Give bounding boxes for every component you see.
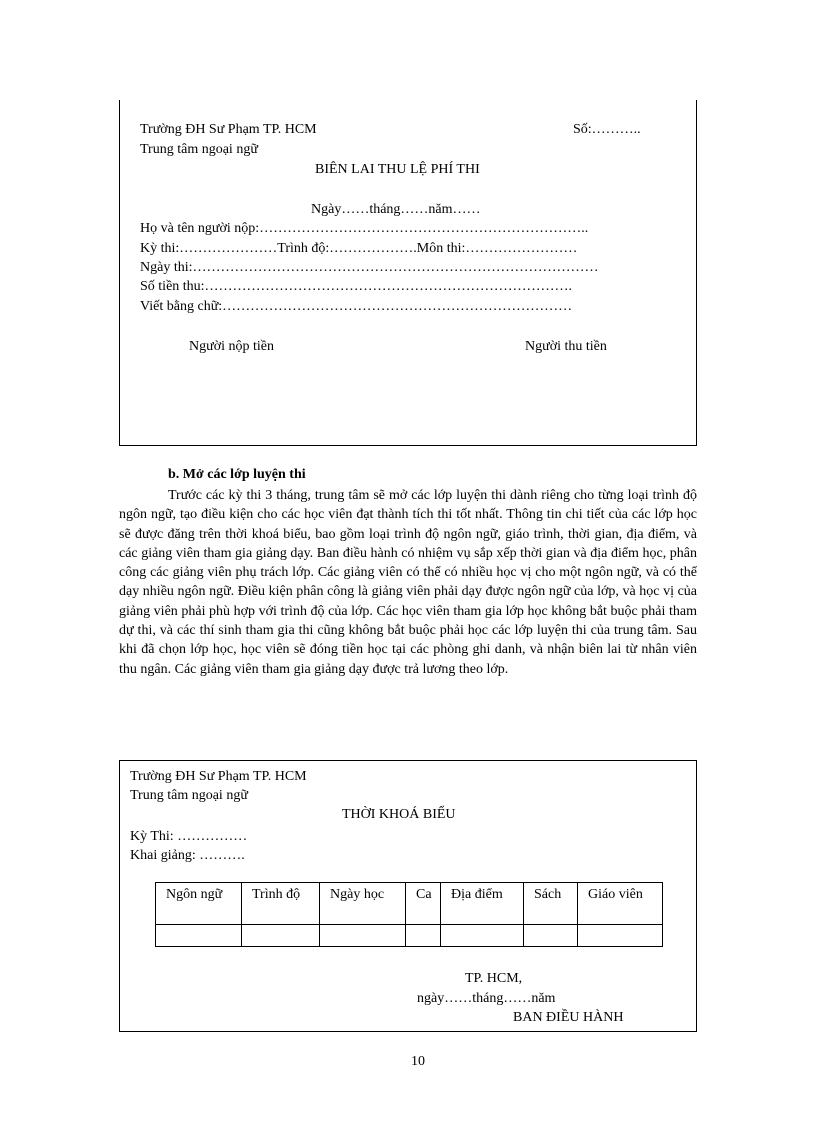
timetable-date-line: ngày……tháng……năm [417,991,556,1006]
receipt-center: Trung tâm ngoại ngữ [140,142,258,157]
column-header-book: Sách [524,883,578,925]
receipt-field-amount-in-words: Viết bằng chữ:………………………………………………………………… [140,299,573,314]
receipt-field-exam-level-subject: Kỳ thi:…………………Trình độ:……………….Môn thi:…………………… [140,241,578,256]
receipt-field-exam-date: Ngày thi:…………………………………………………………………………… [140,260,599,275]
column-header-level: Trình độ [242,883,320,925]
table-row [156,925,663,947]
timetable-exam-label: Kỳ Thi: …………… [130,829,248,844]
receipt-school: Trường ĐH Sư Phạm TP. HCM [140,122,317,137]
column-header-study-days: Ngày học [320,883,406,925]
receipt-collector-signature-label: Người thu tiền [525,339,607,354]
table-cell [406,925,441,947]
table-cell [524,925,578,947]
page-number: 10 [411,1054,425,1069]
section-heading: b. Mở các lớp luyện thi [168,467,306,482]
timetable-title: THỜI KHOÁ BIỂU [342,807,456,822]
section-body [119,486,697,679]
column-header-language: Ngôn ngữ [156,883,242,925]
table-cell [578,925,663,947]
receipt-field-payer-name: Họ và tên người nộp:…………………………………………………………….. [140,221,589,236]
receipt-field-amount: Số tiền thu:……………………………………………………………………. [140,279,573,294]
timetable-school: Trường ĐH Sư Phạm TP. HCM [130,769,307,784]
column-header-shift: Ca [406,883,441,925]
timetable-center: Trung tâm ngoại ngữ [130,788,248,803]
schedule-table [155,882,663,947]
column-header-location: Địa điểm [441,883,524,925]
table-cell [441,925,524,947]
timetable-signer: BAN ĐIỀU HÀNH [513,1010,624,1025]
column-header-teacher: Giáo viên [578,883,663,925]
receipt-number-label: Số:……….. [573,122,641,137]
table-cell [320,925,406,947]
receipt-payer-signature-label: Người nộp tiền [189,339,274,354]
timetable-city: TP. HCM, [465,971,523,986]
table-header-row [156,883,663,925]
table-cell [156,925,242,947]
table-cell [242,925,320,947]
receipt-title: BIÊN LAI THU LỆ PHÍ THI [315,162,480,177]
section-paragraph: Trước các kỳ thi 3 tháng, trung tâm sẽ mở các lớp luyện thi dành riêng cho từng loại trình độ ngôn ngữ, tạo điều kiện cho các học viên đạt thành tích thi tốt nhất. Thông tin chi tiết của các lớp học sẽ được đăng trên thời khoá biểu, bao gồm loại trình độ ngôn ngữ, giáo trình, thời gian, địa điểm, và các giảng viên tham gia giảng dạy. Ban điều hành có nhiệm vụ sắp xếp thời gian và địa điểm học, phân công các giảng viên phụ trách lớp. Các giảng viên có thể có nhiều học vị cho một ngôn ngữ, và có thể dạy nhiều ngôn ngữ. Điều kiện phân công là giảng viên phải dạy được ngôn ngữ của lớp, và học vị của giảng viên phải phù hợp với trình độ của lớp. Các học viên tham gia lớp học không bắt buộc phải tham dự thi, và các thí sinh tham gia thi cũng không bắt buộc phải học các lớp luyện thi của trung tâm. Sau khi đã chọn lớp học, học viên sẽ đóng tiền học tại các phòng ghi danh, và nhận biên lai từ nhân viên thu ngân. Các giảng viên tham gia giảng dạy được trả lương theo lớp. [119,488,697,677]
timetable-opening-label: Khai giảng: ………. [130,848,245,863]
receipt-date-line: Ngày……tháng……năm…… [311,202,481,217]
